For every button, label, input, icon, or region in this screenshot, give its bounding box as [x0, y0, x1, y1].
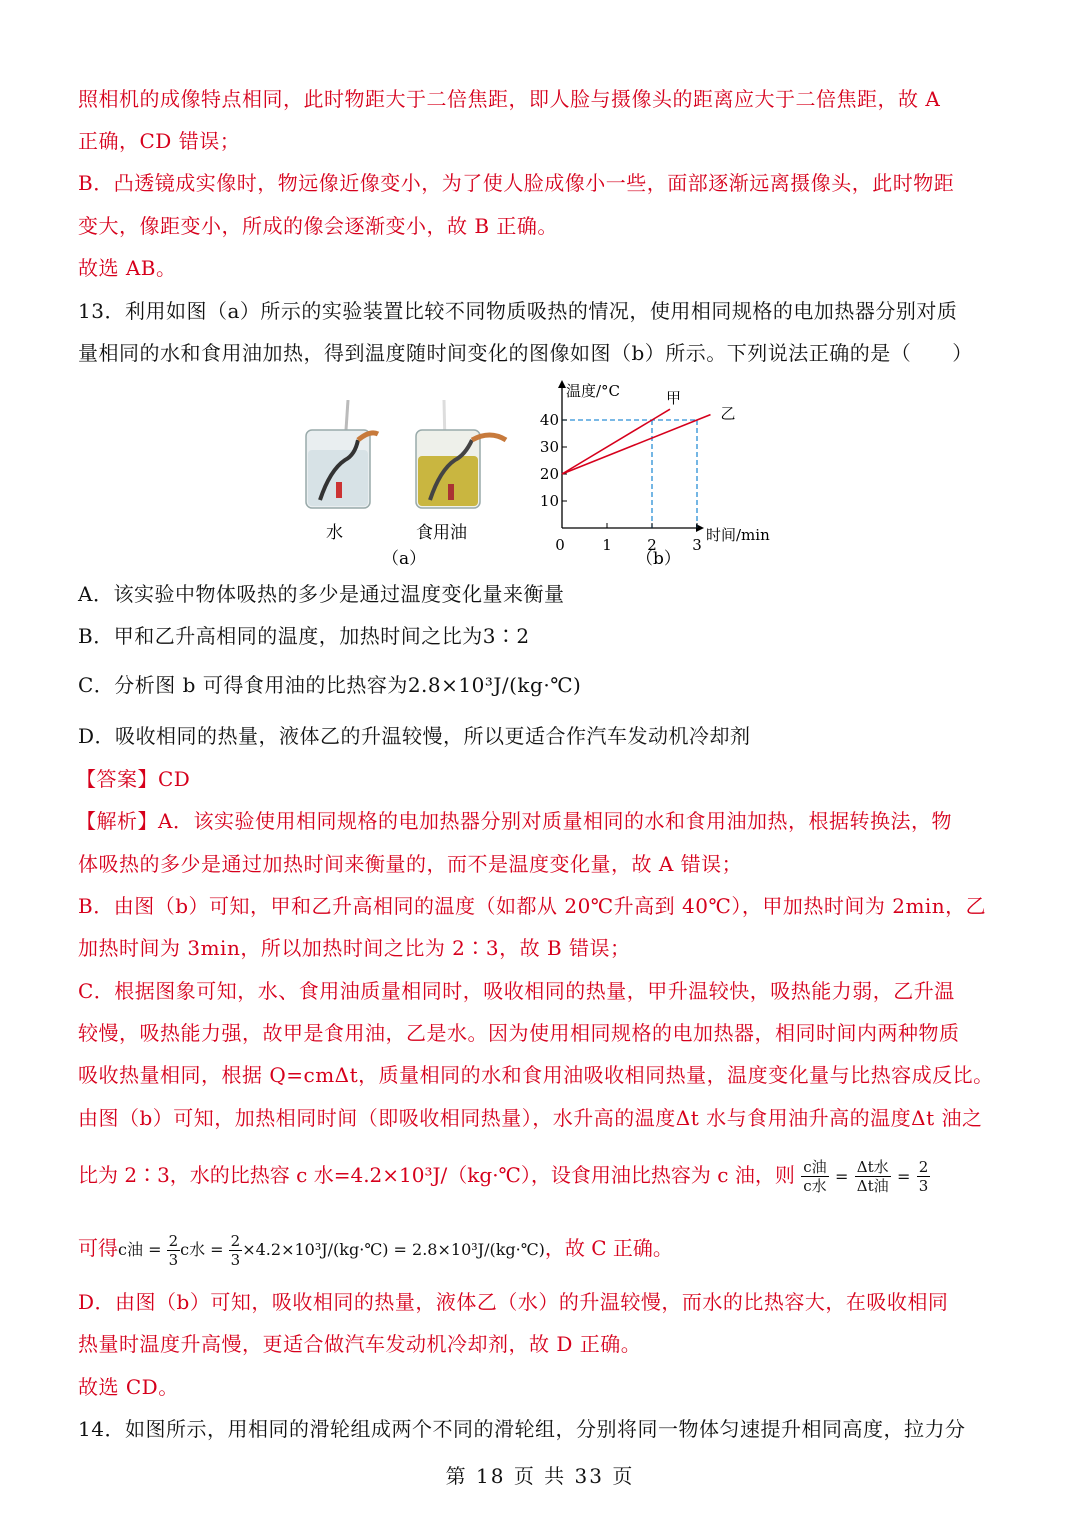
explanation-line: 【解析】A．该实验使用相同规格的电加热器分别对质量相同的水和食用油加热，根据转换法，物 [76, 809, 952, 833]
option-a: A．该实验中物体吸热的多少是通过温度变化量来衡量 [78, 582, 565, 606]
explanation-line: 故选 CD。 [78, 1375, 179, 1399]
ratio-text: 比为 2∶3，水的比热容 c 水=4.2×10³J/（kg·℃），设食用油比热容为 c 油，则 [78, 1163, 795, 1187]
temperature-time-chart [530, 378, 790, 570]
question-13-text: 量相同的水和食用油加热，得到温度随时间变化的图像如图（b）所示。下列说法正确的是（ ） [78, 341, 973, 365]
page-footer: 第 18 页 共 33 页 [445, 1464, 635, 1488]
oil-beaker-image [410, 400, 510, 512]
question-14-text: 14．如图所示，用相同的滑轮组成两个不同的滑轮组，分别将同一物体匀速提升相同高度，拉力分 [78, 1417, 966, 1441]
x-tick-label: 1 [602, 536, 612, 554]
ratio-fraction-dt: $\frac{\text{Δt水}}{\text{Δt油}}$ [856, 1158, 889, 1195]
explanation-line: 体吸热的多少是通过加热时间来衡量的，而不是温度变化量，故 A 错误； [78, 852, 743, 876]
oil-label: 食用油 [416, 523, 467, 543]
option-c: C．分析图 b 可得食用油的比热容为2.8×10³J/(kg·℃) [78, 673, 582, 697]
x-tick-label: 0 [555, 536, 565, 554]
option-d: D．吸收相同的热量，液体乙的升温较慢，所以更适合作汽车发动机冷却剂 [78, 724, 751, 748]
chart-axes [558, 380, 704, 532]
answer-line: 【答案】CD [76, 767, 191, 791]
y-tick-label: 20 [539, 465, 559, 483]
question-13-figure [290, 378, 790, 570]
series-label-jia: 甲 [666, 389, 682, 408]
explanation-line: 加热时间为 3min，所以加热时间之比为 2∶3，故 B 错误； [78, 936, 631, 960]
text-line: 故选 AB。 [78, 256, 177, 280]
explanation-line: D．由图（b）可知，吸收相同的热量，液体乙（水）的升温较慢，而水的比热容大，在吸收相同 [78, 1290, 949, 1314]
explanation-line: 吸收热量相同，根据 Q=cmΔt，质量相同的水和食用油吸收相同热量，温度变化量与比热容成反比。 [78, 1063, 994, 1087]
y-tick-label: 10 [539, 492, 559, 510]
y-axis-label: 温度/°C [566, 382, 621, 400]
equals-sign: = [896, 1167, 911, 1186]
explanation-calc-line [78, 1232, 673, 1269]
equals-sign: = [834, 1167, 849, 1186]
ratio-fraction-23: $\frac{2}{3}$ [918, 1158, 929, 1195]
text-line: 照相机的成像特点相同，此时物距大于二倍焦距，即人脸与摄像头的距离应大于二倍焦距，故 A [78, 87, 941, 111]
explanation-line: C．根据图象可知，水、食用油质量相同时，吸收相同的热量，甲升温较快，吸热能力弱，乙升温 [78, 979, 955, 1003]
explanation-line: 热量时温度升高慢，更适合做汽车发动机冷却剂，故 D 正确。 [78, 1332, 642, 1356]
text-line: 正确，CD 错误； [78, 129, 241, 153]
text-line: 变大，像距变小，所成的像会逐渐变小，故 B 正确。 [78, 214, 558, 238]
x-tick-label: 2 [647, 536, 657, 554]
calc-prefix: 可得 [78, 1236, 118, 1260]
explanation-line: 较慢，吸热能力强，故甲是食用油，乙是水。因为使用相同规格的电加热器，相同时间内两种物质 [78, 1021, 960, 1045]
series-line-yi [562, 415, 711, 474]
calc-suffix: ，故 C 正确。 [544, 1236, 673, 1260]
explanation-line: B．由图（b）可知，甲和乙升高相同的温度（如都从 20℃升高到 40℃），甲加热时间为 2min，乙 [78, 894, 987, 918]
y-axis-arrow [558, 380, 566, 388]
series-line-jia [562, 409, 670, 474]
ratio-fraction-c: $\frac{\text{c油}}{\text{c水}}$ [803, 1158, 827, 1195]
y-tick-label: 40 [539, 411, 559, 429]
caption-a: （a） [382, 549, 427, 569]
x-tick-label: 3 [692, 536, 702, 554]
series-label-yi: 乙 [720, 404, 736, 423]
x-axis-label: 时间/min [706, 526, 770, 544]
text-line: B．凸透镜成实像时，物远像近像变小，为了使人脸成像小一些，面部逐渐远离摄像头，此时物距 [78, 171, 955, 195]
option-b: B．甲和乙升高相同的温度，加热时间之比为3∶2 [78, 624, 530, 648]
explanation-line: 由图（b）可知，加热相同时间（即吸收相同热量），水升高的温度Δt 水与食用油升高的温度Δt 油之 [78, 1106, 983, 1130]
water-beaker-image [300, 400, 380, 512]
caption-b: （b） [636, 549, 681, 569]
explanation-ratio-line [78, 1158, 930, 1195]
y-tick-label: 30 [539, 438, 559, 456]
water-label: 水 [326, 523, 343, 543]
calc-expression: c油 = $\frac{2}{3}$ c水 = $\frac{2}{3}$ ×4.2×10³J/(kg·℃) = 2.8×10³J/(kg·℃) [118, 1232, 545, 1269]
question-13-text: 13．利用如图（a）所示的实验装置比较不同物质吸热的情况，使用相同规格的电加热器分别对质 [78, 299, 958, 323]
